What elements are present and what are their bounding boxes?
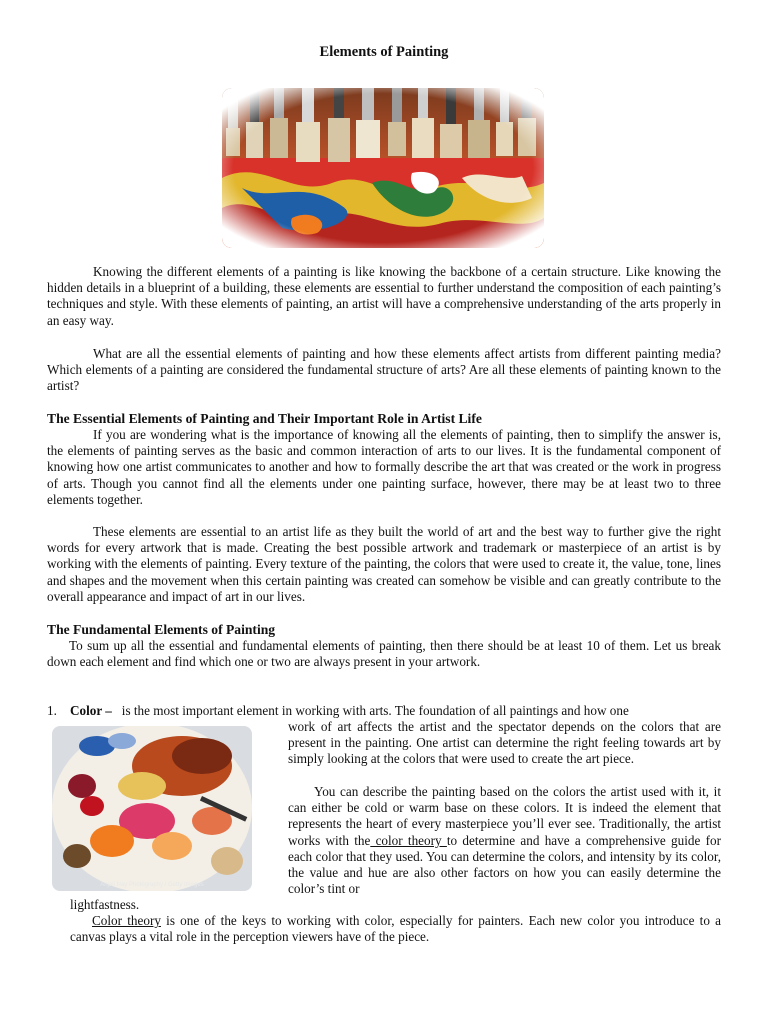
- essential-paragraph-2: These elements are essential to an artist life as they built the world of art and the best way to further give the right words for every artwork that is made. Creating the best possible artwork and trademark or masterpiece of an artist is by working with the elements of painting. Every texture of the painting, the colors that were used to create it, the value, tone, lines and shapes and the movement when this certain painting was created can somehow be visible and can greatly contribute to the overall appearance and impact of art in our lives.: [47, 524, 721, 604]
- color-paragraph-3: [70, 913, 721, 945]
- list-number: 1.: [47, 703, 57, 718]
- questions-paragraph: What are all the essential elements of painting and how these elements affect artists from different painting media? Which elements of a painting are considered the fundamental structure of arts? Are all these elements of painting known to the artist?: [47, 346, 721, 394]
- color-paragraph-2-text-a: You can describe the painting based on the colors the artist used with it, it can either be cold or warm base on these colors. It is indeed the element that represents the heart of every masterpiece you’ll ever see. Traditionally, the artist works with the: [288, 784, 721, 848]
- color-paragraph-3-text: is one of the keys to working with color, especially for painters. Each new color you introduce to a canvas plays a vital role in the perception viewers have of the piece.: [70, 913, 721, 945]
- color-first-line-text: is the most important element in working with arts. The foundation of all paintings and how one: [121, 703, 629, 718]
- color-first-line: [70, 703, 721, 719]
- intro-paragraph: Knowing the different elements of a painting is like knowing the backbone of a certain structure. Like knowing the hidden details in a blueprint of a building, these elements are essential to further understand the composition of each painting’s techniques and style. With these elements of painting, an artist will have a comprehensive understanding of the arts properly in an easy way.: [47, 264, 721, 328]
- section-heading-fundamental: The Fundamental Elements of Painting: [47, 622, 276, 637]
- color-term: Color –: [70, 703, 112, 718]
- color-paragraph-2-text-b: to determine and have a comprehensive guide for each color that they used. You can determine the colors, and intensity by its color, the value and hue are also other factors on how you can easily determine the color’s tint or: [288, 832, 721, 897]
- fundamental-paragraph: To sum up all the essential and fundamental elements of painting, then there should be at least 10 of them. Let us break down each element and find which one or two are always present in your artwork.: [47, 638, 721, 670]
- paint-brushes-image: [222, 88, 544, 248]
- color-paragraph-2: [288, 784, 721, 897]
- paint-palette-image: [52, 726, 252, 891]
- essential-paragraph-1: If you are wondering what is the importance of knowing all the elements of painting, then to simplify the answer is, the elements of painting serves as the basic and common interaction of arts to our lives. It is the fundamental component of knowing how one artist communicates to another and how to formally describe the art that was created or the work in progress of arts. Though you cannot find all the elements under one painting surface, however, there may be at least two to three elements together.: [47, 427, 721, 507]
- document-title: Elements of Painting: [319, 44, 449, 60]
- image-credit: Anjali Nay Photography / Getty Images: [100, 882, 204, 888]
- color-paragraph-2-end: lightfastness.: [70, 897, 140, 912]
- color-wrap-paragraph: work of art affects the artist and the spectator depends on the colors that are present in the painting. One artist can determine the right feeling towards art by simply looking at the colors that were used to create the art piece.: [288, 719, 721, 767]
- color-theory-link-1[interactable]: color theory: [370, 832, 447, 848]
- section-heading-essential: The Essential Elements of Painting and Their Important Role in Artist Life: [47, 411, 482, 426]
- color-theory-link-2[interactable]: Color theory: [92, 913, 161, 928]
